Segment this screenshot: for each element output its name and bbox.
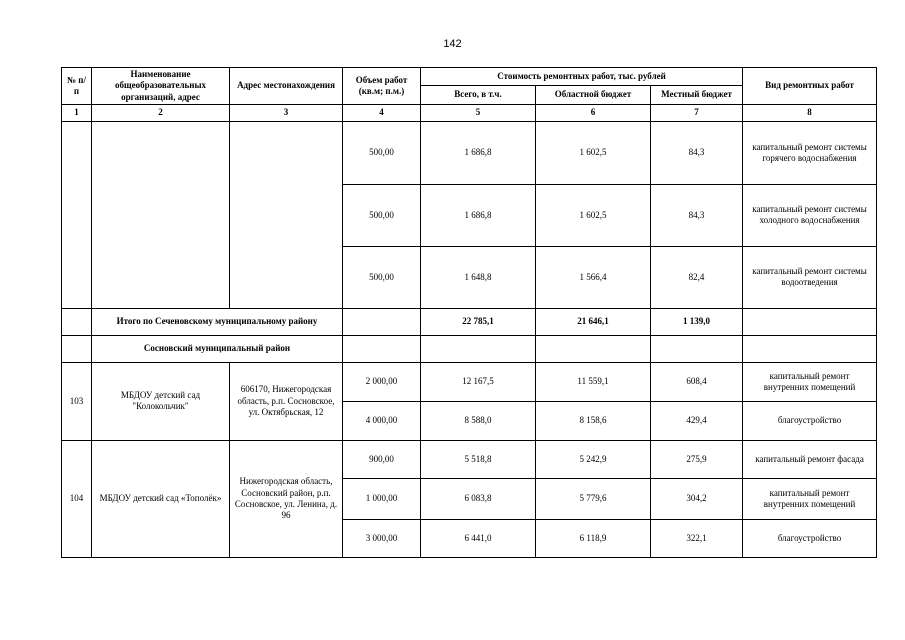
local-cell: 275,9 <box>651 440 743 478</box>
volume-cell: 500,00 <box>343 121 421 184</box>
empty-cell <box>343 335 421 362</box>
total-cell: 1 686,8 <box>421 184 536 246</box>
volume-cell: 2 000,00 <box>343 362 421 401</box>
work-type-cell: капитальный ремонт системы холодного водоснабжения <box>743 184 877 246</box>
local-cell: 82,4 <box>651 246 743 308</box>
district-label: Сосновский муниципальный район <box>92 335 343 362</box>
subtotal-row <box>62 308 877 335</box>
column-number: 1 <box>62 104 92 121</box>
regional-cell: 1 602,5 <box>536 121 651 184</box>
page-number: 142 <box>443 38 462 50</box>
local-cell: 608,4 <box>651 362 743 401</box>
work-type-cell: капитальный ремонт внутренних помещений <box>743 478 877 519</box>
org-name: МБДОУ детский сад «Тополёк» <box>92 440 230 557</box>
total-cell: 1 686,8 <box>421 121 536 184</box>
empty-cell <box>743 308 877 335</box>
repair-cost-table <box>61 67 877 558</box>
column-number: 7 <box>651 104 743 121</box>
empty-cell <box>651 335 743 362</box>
local-cell: 84,3 <box>651 121 743 184</box>
total-cell: 6 441,0 <box>421 519 536 557</box>
table-row <box>62 440 877 478</box>
header-local-budget: Местный бюджет <box>651 86 743 104</box>
total-cell: 6 083,8 <box>421 478 536 519</box>
table-row <box>62 362 877 401</box>
total-cell: 8 588,0 <box>421 401 536 440</box>
header-org-name: Наименование общеобразовательных организаций, адрес <box>92 68 230 105</box>
header-volume: Объем работ (кв.м; п.м.) <box>343 68 421 105</box>
work-type-cell: капитальный ремонт системы водоотведения <box>743 246 877 308</box>
volume-cell: 1 000,00 <box>343 478 421 519</box>
empty-cell <box>62 308 92 335</box>
column-number: 5 <box>421 104 536 121</box>
local-cell: 304,2 <box>651 478 743 519</box>
empty-cell <box>536 335 651 362</box>
empty-cell <box>421 335 536 362</box>
work-type-cell: капитальный ремонт фасада <box>743 440 877 478</box>
volume-cell: 4 000,00 <box>343 401 421 440</box>
subtotal-regional: 21 646,1 <box>536 308 651 335</box>
work-type-cell: благоустройство <box>743 401 877 440</box>
row-number: 104 <box>62 440 92 557</box>
work-type-cell: благоустройство <box>743 519 877 557</box>
volume-cell: 3 000,00 <box>343 519 421 557</box>
regional-cell: 5 779,6 <box>536 478 651 519</box>
column-number: 2 <box>92 104 230 121</box>
header-address: Адрес местонахождения <box>230 68 343 105</box>
local-cell: 84,3 <box>651 184 743 246</box>
empty-cell <box>62 335 92 362</box>
header-row <box>62 68 877 86</box>
org-address: Нижегородская область, Сосновский район, р.п. Сосновское, ул. Ленина, д. 96 <box>230 440 343 557</box>
regional-cell: 1 602,5 <box>536 184 651 246</box>
row-number: 103 <box>62 362 92 440</box>
regional-cell: 5 242,9 <box>536 440 651 478</box>
column-number: 4 <box>343 104 421 121</box>
empty-cell <box>343 308 421 335</box>
header-work-type: Вид ремонтных работ <box>743 68 877 105</box>
subtotal-label: Итого по Сеченовскому муниципальному району <box>92 308 343 335</box>
total-cell: 1 648,8 <box>421 246 536 308</box>
total-cell: 12 167,5 <box>421 362 536 401</box>
regional-cell: 8 158,6 <box>536 401 651 440</box>
column-number: 8 <box>743 104 877 121</box>
column-number: 6 <box>536 104 651 121</box>
regional-cell: 11 559,1 <box>536 362 651 401</box>
total-cell: 5 518,8 <box>421 440 536 478</box>
column-number-row <box>62 104 877 121</box>
org-address: 606170, Нижегородская область, р.п. Сосновское, ул. Октябрьская, 12 <box>230 362 343 440</box>
empty-cell <box>230 121 343 308</box>
regional-cell: 1 566,4 <box>536 246 651 308</box>
header-number: № п/п <box>62 68 92 105</box>
local-cell: 322,1 <box>651 519 743 557</box>
volume-cell: 500,00 <box>343 184 421 246</box>
org-name: МБДОУ детский сад "Колокольчик" <box>92 362 230 440</box>
column-number: 3 <box>230 104 343 121</box>
work-type-cell: капитальный ремонт системы горячего водоснабжения <box>743 121 877 184</box>
volume-cell: 500,00 <box>343 246 421 308</box>
work-type-cell: капитальный ремонт внутренних помещений <box>743 362 877 401</box>
empty-cell <box>62 121 92 308</box>
regional-cell: 6 118,9 <box>536 519 651 557</box>
table-row <box>62 121 877 184</box>
district-row <box>62 335 877 362</box>
subtotal-total: 22 785,1 <box>421 308 536 335</box>
empty-cell <box>743 335 877 362</box>
header-total: Всего, в т.ч. <box>421 86 536 104</box>
volume-cell: 900,00 <box>343 440 421 478</box>
header-regional-budget: Областной бюджет <box>536 86 651 104</box>
empty-cell <box>92 121 230 308</box>
subtotal-local: 1 139,0 <box>651 308 743 335</box>
local-cell: 429,4 <box>651 401 743 440</box>
header-cost-group: Стоимость ремонтных работ, тыс. рублей <box>421 68 743 86</box>
